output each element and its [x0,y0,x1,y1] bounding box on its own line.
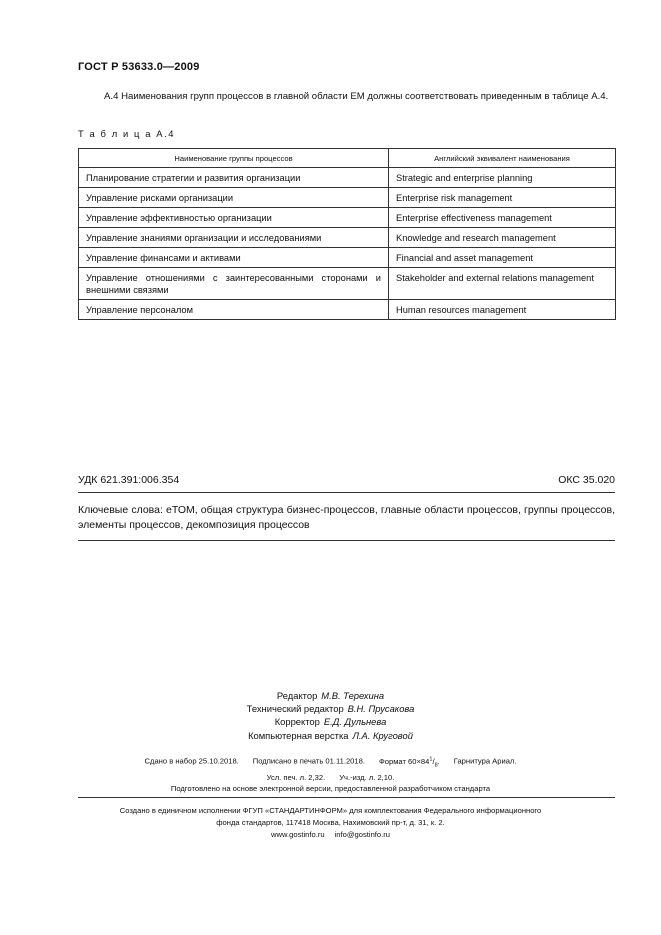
keywords: Ключевые слова: еТОМ, общая структура бизнес-процессов, главные области процессов, группы процессов, элементы процессов, декомпозиция процессов [78,504,615,531]
process-groups-table [78,148,616,320]
table-row [79,268,616,300]
staff-row-tech-editor [0,702,661,715]
footer-line-1: Создано в единичном исполнении ФГУП «СТАНДАРТИНФОРМ» для комплектования Федерального информационного [119,806,542,815]
divider [78,492,615,493]
website-link[interactable]: www.gostinfo.ru [270,830,325,839]
column-header-ru: Наименование группы процессов [79,149,389,168]
table-cell-en: Stakeholder and external relations management [389,268,616,300]
table-caption: Т а б л и ц а А.4 [78,128,176,139]
table-cell-en: Enterprise risk management [389,188,616,208]
table-row [79,168,616,188]
staff-name: М.В. Терехина [321,690,385,701]
table-row [79,300,616,320]
table-header-row [79,149,616,168]
document-code: ГОСТ Р 53633.0—2009 [78,61,200,73]
print-sheets: Усл. печ. л. 2,32. [266,772,326,782]
staff-name: Е.Д. Дульнева [323,716,387,728]
printing-details [0,754,661,795]
staff-row-proofreader [0,715,661,728]
intro-paragraph: А.4 Наименования групп процессов в главной области ЕМ должны соответствовать приведенным в таблице А.4. [104,91,609,102]
staff-role: Корректор [274,716,320,728]
staff-name: В.Н. Прусакова [347,703,415,715]
table-cell-ru: Управление эффективностью организации [79,208,389,228]
paper-format: Формат $60\times 84^1/_8$. [378,756,440,769]
prepared-note: Подготовлено на основе электронной версии, предоставленной разработчиком стандарта [170,784,491,794]
staff-name: Л.А. Круговой [352,729,413,741]
staff-role: Компьютерная верстка [248,729,349,741]
table-row [79,248,616,268]
staff-role: Технический редактор [246,703,344,715]
signed-date: Подписано в печать 01.11.2018. [252,756,365,766]
table-cell-ru: Управление финансами и активами [79,248,389,268]
table-cell-ru: Управление отношениями с заинтересованными сторонами и внешними связями [79,268,389,300]
staff-row-layout [0,729,661,742]
staff-role: Редактор [276,690,318,701]
staff-row-editor [0,689,661,702]
table-row [79,208,616,228]
table-cell-ru: Планирование стратегии и развития организации [79,168,389,188]
table-row [79,228,616,248]
publisher-sheets: Уч.-изд. л. 2,10. [339,772,395,782]
table-cell-ru: Управление рисками организации [79,188,389,208]
divider [78,797,615,798]
publisher-footer [0,805,661,841]
column-header-en: Английский эквивалент наименования [389,149,616,168]
footer-contacts [0,829,661,841]
table-cell-en: Human resources management [389,300,616,320]
table-cell-en: Financial and asset management [389,248,616,268]
typeface: Гарнитура Ариал. [453,756,517,766]
table-cell-en: Knowledge and research management [389,228,616,248]
email-link[interactable]: info@gostinfo.ru [334,830,391,839]
table-cell-en: Enterprise effectiveness management [389,208,616,228]
table-cell-en: Strategic and enterprise planning [389,168,616,188]
submitted-date: Сдано в набор 25.10.2018. [144,756,239,766]
udk-code: УДК 621.391:006.354 [78,474,180,486]
divider [78,540,615,541]
printing-line-1 [0,754,661,772]
table-row [79,188,616,208]
table-cell-ru: Управление персоналом [79,300,389,320]
footer-line-2: фонда стандартов, 117418 Москва, Нахимовский пр-т, д. 31, к. 2. [216,818,445,827]
oks-code: ОКС 35.020 [558,474,615,486]
table-cell-ru: Управление знаниями организации и исследованиями [79,228,389,248]
printing-line-2 [0,772,661,784]
editorial-staff [0,689,661,742]
